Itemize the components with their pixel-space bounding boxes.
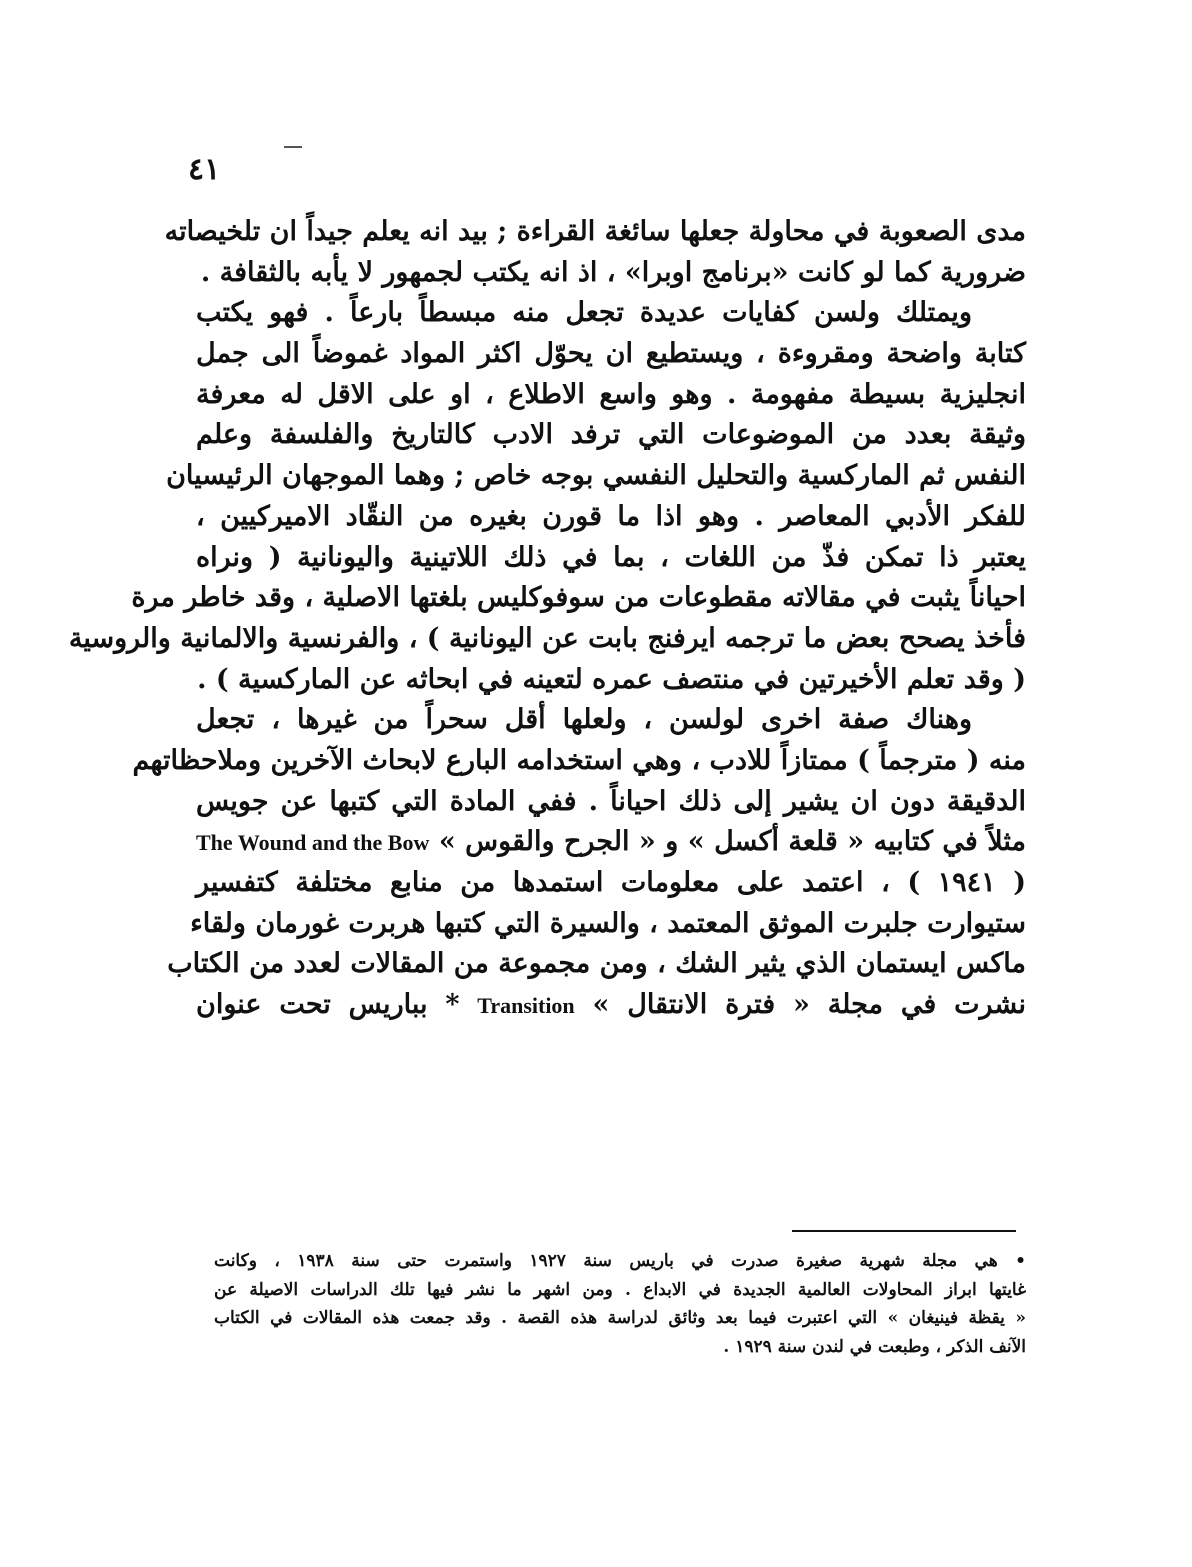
body-line-text: يعتبر ذا تمكن فذّ من اللغات ، بما في ذلك اللاتينية واليونانية ( ونراه (196, 541, 1026, 573)
body-line (68, 619, 1026, 660)
body-line (196, 863, 1026, 904)
body-line-text: النفس ثم الماركسية والتحليل النفسي بوجه خاص ; وهما الموجهان الرئيسيان (166, 460, 1026, 492)
body-line-text: ماكس ايستمان الذي يثير الشك ، ومن مجموعة من المقالات لعدد من الكتاب (167, 948, 1026, 980)
body-line-text: ستيوارت جلبرت الموثق المعتمد ، والسيرة التي كتبها هربرت غورمان ولقاء (190, 907, 1026, 939)
body-line (196, 497, 1026, 538)
body-line (196, 822, 1026, 863)
body-line (196, 782, 1026, 823)
footnote-line: غايتها ابراز المحاولات العالمية الجديدة في الابداع . ومن اشهر ما نشر فيها تلك الدراسات الاصيلة عن (214, 1279, 1026, 1300)
body-line-text: ضرورية كما لو كانت «برنامج اوبرا» ، اذ انه يكتب لجمهور لا يأبه بالثقافة . (200, 256, 1026, 288)
body-line-text: مدى الصعوبة في محاولة جعلها سائغة القراءة ; بيد انه يعلم جيداً ان تلخيصاته (164, 216, 1026, 247)
body-line (167, 944, 1026, 985)
footnotes (214, 1247, 1026, 1361)
body-line-text: منه ( مترجماً ) ممتازاً للادب ، وهي استخدامه البارع لابحاث الآخرين وملاحظاتهم (132, 744, 1026, 776)
body-line (164, 212, 1026, 253)
body-line-text: مثلاً في كتابيه « قلعة أكسل » و « الجرح والقوس » (438, 826, 1026, 858)
footnote-divider (792, 1230, 1016, 1232)
body-line-text: كتابة واضحة ومقروءة ، ويستطيع ان يحوّل اكثر المواد غموضاً الى جمل (196, 338, 1026, 370)
body-line-tail: * بباريس تحت عنوان (196, 989, 460, 1021)
body-text (68, 212, 1026, 1026)
body-line (196, 375, 1026, 416)
footnote-line: • هي مجلة شهرية صغيرة صدرت في باريس سنة ١٩٢٧ واستمرت حتى سنة ١٩٣٨ ، وكانت (214, 1251, 1026, 1271)
body-line (196, 253, 1026, 294)
top-dash (284, 146, 302, 148)
body-line-text: نشرت في مجلة « فترة الانتقال » (592, 989, 1026, 1021)
body-line-text: وثيقة بعدد من الموضوعات التي ترفد الادب كالتاريخ والفلسفة وعلم (196, 419, 1026, 451)
body-line-text: ( وقد تعلم الأخيرتين في منتصف عمره لتعينه في ابحاثه عن الماركسية ) . (197, 663, 1026, 695)
body-line-text: ( ١٩٤١ ) ، اعتمد على معلومات استمدها من منابع مختلفة كتفسير (196, 867, 1026, 898)
latin-title: The Wound and the Bow (196, 830, 430, 856)
body-line (196, 700, 1026, 741)
latin-title: Transition (477, 993, 575, 1019)
body-line (196, 415, 1026, 456)
body-line (196, 293, 1026, 334)
body-line-text: فأخذ يصحح بعض ما ترجمه ايرفنج بابت عن اليونانية ) ، والفرنسية والالمانية والروسية (68, 622, 1026, 654)
page-number: ٤١ (188, 152, 221, 187)
body-line-text: انجليزية بسيطة مفهومة . وهو واسع الاطلاع ، او على الاقل له معرفة (196, 378, 1026, 410)
body-line-text: ويمتلك ولسن كفايات عديدة تجعل منه مبسطاً بارعاً . فهو يكتب (196, 297, 972, 329)
body-line (190, 904, 1026, 945)
footnote-line: الآنف الذكر ، وطبعت في لندن سنة ١٩٢٩ . (723, 1336, 1026, 1357)
body-line (132, 741, 1026, 782)
body-line (196, 538, 1026, 579)
body-line-text: وهناك صفة اخرى لولسن ، ولعلها أقل سحراً من غيرها ، تجعل (196, 704, 972, 736)
footnote-line: « يقظة فينيغان » التي اعتبرت فيما بعد وثائق لدراسة هذه القصة . وقد جمعت هذه المقالات في الكتاب (214, 1308, 1026, 1328)
body-line-text: الدقيقة دون ان يشير إلى ذلك احياناً . ففي المادة التي كتبها عن جويس (196, 785, 1026, 817)
body-line (166, 456, 1026, 497)
body-line-text: احياناً يثبت في مقالاته مقطوعات من سوفوكليس بلغتها الاصلية ، وقد خاطر مرة (131, 582, 1026, 614)
body-line (196, 660, 1026, 701)
body-line-text: للفكر الأدبي المعاصر . وهو اذا ما قورن بغيره من النقّاد الاميركيين ، (196, 500, 1026, 532)
body-line (196, 985, 1026, 1026)
body-line (131, 578, 1026, 619)
body-line (196, 334, 1026, 375)
